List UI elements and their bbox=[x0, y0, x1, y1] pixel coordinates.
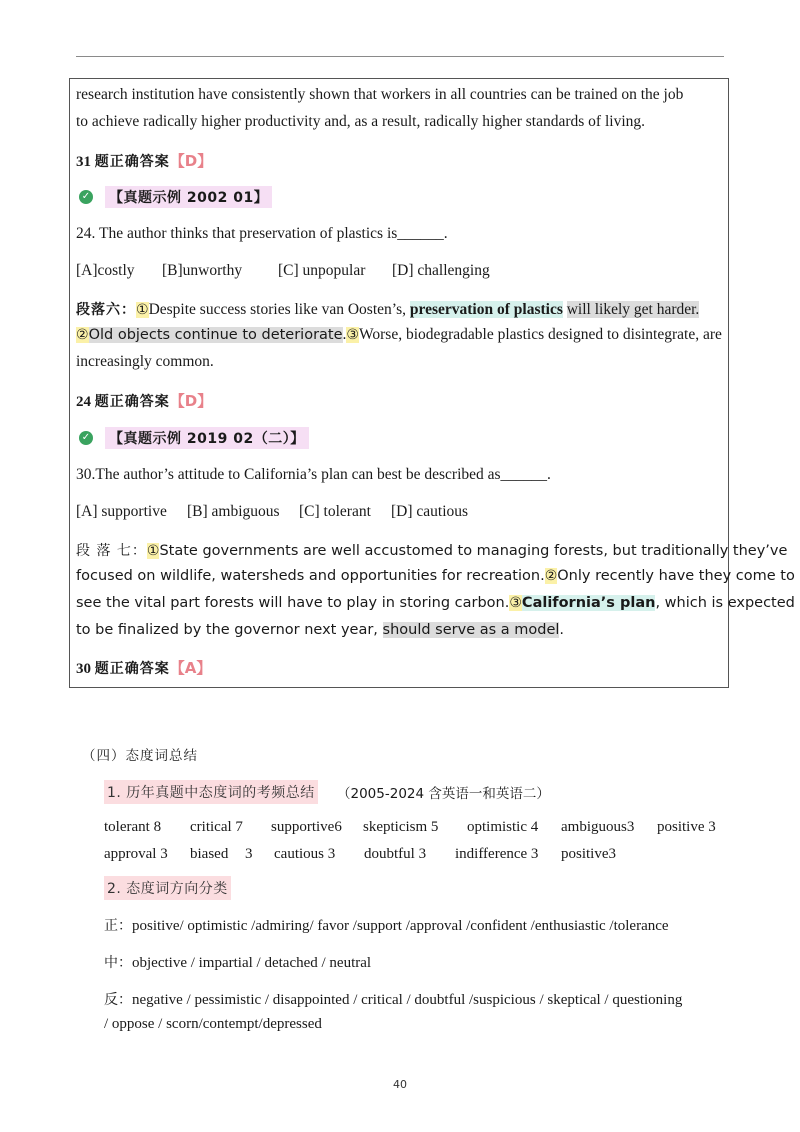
answer-label: 题正确答案 bbox=[94, 394, 170, 410]
answer-number: 31 bbox=[76, 154, 91, 170]
evidence-phrase: will likely get harder. bbox=[566, 301, 700, 318]
paragraph-7-line1 bbox=[76, 540, 787, 560]
option-a: [A]costly bbox=[76, 262, 135, 279]
question-30-stem: 30.The author’s attitude to California’s plan can best be described as______. bbox=[76, 466, 551, 483]
paragraph-7-line4 bbox=[76, 621, 564, 639]
frequency-item: positive3 bbox=[561, 846, 616, 862]
page-number: 40 bbox=[393, 1078, 407, 1091]
negative-list: negative / pessimistic / disappointed / critical / doubtful /suspicious / skeptical / questioning bbox=[132, 992, 683, 1008]
frequency-item: optimistic 4 bbox=[467, 819, 539, 835]
option-c: [C] unpopular bbox=[278, 262, 366, 279]
circled-number: ③ bbox=[346, 327, 359, 343]
answer-value: 【D】 bbox=[169, 152, 213, 170]
evidence-phrase: Old objects continue to deteriorate bbox=[88, 327, 343, 343]
section-title: （四）态度词总结 bbox=[82, 748, 198, 764]
frequency-item: positive 3 bbox=[657, 819, 716, 835]
answer-30 bbox=[76, 657, 211, 678]
example-header-2019 bbox=[79, 427, 309, 449]
frequency-item: biased bbox=[190, 846, 229, 862]
header-rule bbox=[76, 56, 724, 57]
frequency-item: approval 3 bbox=[104, 846, 168, 862]
passage-line: research institution have consistently shown that workers in all countries can be trained on the job bbox=[76, 86, 684, 103]
question-24-stem: 24. The author thinks that preservation of plastics is______. bbox=[76, 225, 448, 242]
check-circle-icon: ✓ bbox=[79, 431, 93, 445]
sentence-text: State governments are well accustomed to managing forests, but traditionally they’ve bbox=[159, 543, 788, 559]
neutral-list: objective / impartial / detached / neutral bbox=[132, 955, 372, 971]
paragraph-7-line2 bbox=[76, 567, 795, 585]
key-phrase: preservation of plastics bbox=[409, 301, 563, 318]
subheading-note: （2005-2024 含英语一和英语二） bbox=[337, 786, 550, 802]
period: . bbox=[559, 622, 565, 638]
example-header-2002 bbox=[79, 186, 272, 208]
option-b: [B] ambiguous bbox=[187, 503, 280, 520]
evidence-phrase: should serve as a model bbox=[382, 622, 560, 638]
neutral-words bbox=[104, 952, 371, 972]
frequency-item: supportive6 bbox=[271, 819, 342, 835]
subheading-classification: 2. 态度词方向分类 bbox=[104, 876, 231, 900]
sentence-text: Worse, biodegradable plastics designed to disintegrate, are bbox=[358, 326, 722, 343]
frequency-item: critical 7 bbox=[190, 819, 243, 835]
answer-31 bbox=[76, 150, 212, 171]
option-c: [C] tolerant bbox=[299, 503, 371, 520]
positive-list: positive/ optimistic /admiring/ favor /support /approval /confident /enthusiastic /tolerance bbox=[132, 918, 669, 934]
sentence-text: , which is expected bbox=[655, 595, 795, 611]
circled-number: ② bbox=[544, 568, 558, 584]
sentence-text: Despite success stories like van Oosten’s, bbox=[148, 301, 410, 318]
negative-label: 反： bbox=[104, 992, 132, 1008]
sentence-text: see the vital part forests will have to play in storing carbon. bbox=[76, 595, 510, 611]
answer-label: 题正确答案 bbox=[94, 154, 170, 170]
sentence-text: focused on wildlife, watersheds and opportunities for recreation. bbox=[76, 568, 545, 584]
frequency-item: indifference 3 bbox=[455, 846, 539, 862]
frequency-item: cautious 3 bbox=[274, 846, 336, 862]
positive-words bbox=[104, 915, 669, 935]
option-a: [A] supportive bbox=[76, 503, 167, 520]
negative-words-cont: / oppose / scorn/contempt/depressed bbox=[104, 1016, 322, 1032]
frequency-item: doubtful 3 bbox=[364, 846, 427, 862]
circled-number: ③ bbox=[509, 595, 522, 611]
period: . bbox=[342, 326, 347, 343]
neutral-label: 中： bbox=[104, 955, 132, 971]
passage-line: to achieve radically higher productivity and, as a result, radically higher standards of living. bbox=[76, 113, 646, 130]
paragraph-6-line1 bbox=[76, 299, 699, 319]
example-tag: 【真题示例 2019 02（二）】 bbox=[105, 427, 309, 449]
answer-label: 题正确答案 bbox=[94, 661, 170, 677]
option-d: [D] cautious bbox=[391, 503, 469, 520]
paragraph-label: 段 落 七： bbox=[76, 543, 147, 559]
frequency-item: ambiguous3 bbox=[561, 819, 635, 835]
subheading-frequency: 1. 历年真题中态度词的考频总结 bbox=[104, 780, 318, 804]
answer-number: 30 bbox=[76, 661, 91, 677]
option-d: [D] challenging bbox=[392, 262, 490, 279]
example-tag: 【真题示例 2002 01】 bbox=[105, 186, 272, 208]
key-phrase: California’s plan bbox=[521, 595, 656, 611]
frequency-item: tolerant 8 bbox=[104, 819, 162, 835]
circled-number: ① bbox=[136, 302, 149, 318]
check-circle-icon: ✓ bbox=[79, 190, 93, 204]
option-b: [B]unworthy bbox=[162, 262, 243, 279]
sentence-text: Only recently have they come to bbox=[557, 568, 795, 584]
positive-label: 正： bbox=[104, 918, 132, 934]
answer-number: 24 bbox=[76, 394, 91, 410]
frequency-item: skepticism 5 bbox=[363, 819, 439, 835]
answer-value: 【D】 bbox=[169, 392, 213, 410]
circled-number: ② bbox=[76, 327, 89, 343]
circled-number: ① bbox=[146, 543, 160, 559]
frequency-item: 3 bbox=[245, 846, 253, 862]
paragraph-6-line3: increasingly common. bbox=[76, 353, 214, 370]
paragraph-6-line2 bbox=[76, 326, 722, 344]
paragraph-label: 段落六： bbox=[76, 302, 136, 318]
paragraph-7-line3 bbox=[76, 594, 795, 612]
answer-value: 【A】 bbox=[169, 659, 212, 677]
sentence-text: to be finalized by the governor next year, bbox=[76, 622, 383, 638]
answer-24 bbox=[76, 390, 212, 411]
negative-words bbox=[104, 989, 682, 1009]
